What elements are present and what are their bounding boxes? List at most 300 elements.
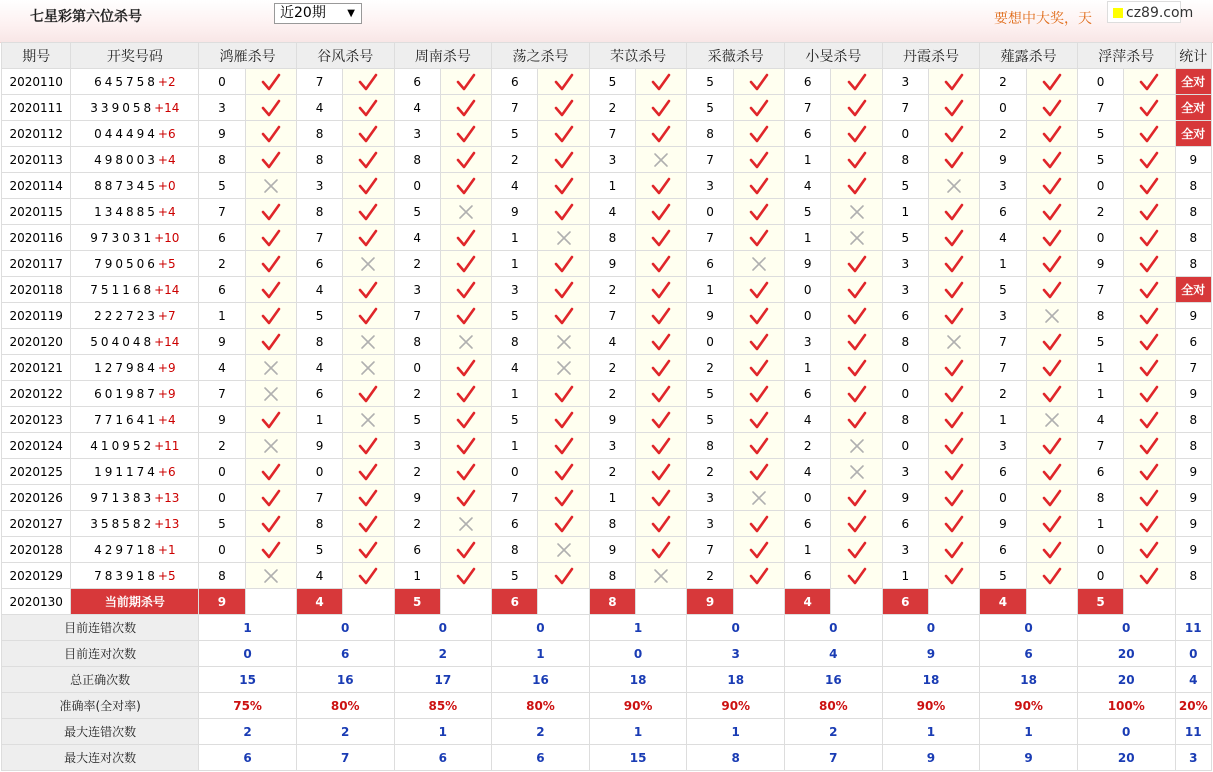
kill-number: 7 [785,95,831,121]
check-icon [944,73,964,91]
kill-number: 7 [1077,433,1123,459]
check-icon [944,385,964,403]
kill-number: 2 [199,251,245,277]
current-period-row [2,589,1212,615]
cross-icon [653,568,669,584]
column-header: 谷风杀号 [296,43,394,69]
kill-number: 9 [980,511,1026,537]
kill-result-hit [1026,381,1077,407]
summary-row [2,693,1212,719]
kill-number: 0 [1077,225,1123,251]
kill-number: 0 [199,485,245,511]
kill-number: 9 [492,199,538,225]
draw-diff: +2 [157,74,176,89]
kill-number: 0 [980,95,1026,121]
site-badge[interactable] [1107,1,1194,23]
current-stat-cell [1175,589,1211,615]
check-icon [554,385,574,403]
kill-number: 5 [492,407,538,433]
check-icon [261,307,281,325]
check-icon [749,281,769,299]
kill-result-miss [733,485,784,511]
current-kill-number: 4 [785,589,831,615]
kill-result-hit [343,199,394,225]
kill-result-hit [636,329,687,355]
summary-value: 0 [199,641,297,667]
kill-number: 7 [882,95,928,121]
kill-result-hit [636,121,687,147]
kill-number: 7 [492,95,538,121]
kill-result-hit [928,303,979,329]
kill-result-hit [1124,563,1175,589]
kill-number: 2 [687,355,733,381]
column-header: 开奖号码 [71,43,199,69]
cross-icon [360,412,376,428]
check-icon [1139,333,1159,351]
kill-number: 6 [882,303,928,329]
current-empty-cell [245,589,296,615]
check-icon [944,125,964,143]
kill-result-hit [538,147,589,173]
kill-result-hit [1124,121,1175,147]
kill-result-hit [733,121,784,147]
kill-number: 7 [687,537,733,563]
check-icon [358,307,378,325]
kill-number: 1 [199,303,245,329]
kill-result-miss [636,563,687,589]
kill-number: 6 [1077,459,1123,485]
check-icon [358,541,378,559]
kill-number: 2 [687,563,733,589]
check-icon [1139,307,1159,325]
check-icon [358,73,378,91]
kill-number: 8 [882,147,928,173]
check-icon [261,541,281,559]
check-icon [749,307,769,325]
kill-number: 8 [492,537,538,563]
kill-result-hit [538,485,589,511]
kill-result-hit [733,511,784,537]
kill-number: 0 [199,459,245,485]
draw-diff: +13 [154,516,180,531]
summary-value: 90% [882,693,980,719]
current-empty-cell [636,589,687,615]
check-icon [1042,281,1062,299]
kill-result-hit [733,355,784,381]
kill-result-hit [440,303,491,329]
kill-result-hit [831,277,882,303]
kill-result-hit [1124,173,1175,199]
kill-result-hit [831,303,882,329]
row-stat: 9 [1175,147,1211,173]
row-stat: 9 [1175,303,1211,329]
kill-result-hit [636,485,687,511]
period-select[interactable] [274,3,362,24]
summary-value: 15 [589,745,687,771]
summary-value: 0 [296,615,394,641]
check-icon [1042,99,1062,117]
draw-digits: 887345 [94,178,158,193]
kill-number: 8 [199,563,245,589]
kill-result-hit [733,303,784,329]
kill-number: 7 [199,199,245,225]
kill-number: 8 [296,511,342,537]
draw-digits: 504048 [90,334,155,349]
kill-number: 0 [882,381,928,407]
kill-result-hit [1124,459,1175,485]
kill-result-hit [831,355,882,381]
kill-number: 1 [492,251,538,277]
check-icon [554,177,574,195]
cross-icon [1044,412,1060,428]
kill-number: 1 [980,407,1026,433]
kill-number: 1 [687,277,733,303]
kill-number: 9 [296,433,342,459]
summary-value: 11 [1175,615,1211,641]
kill-number: 8 [1077,303,1123,329]
summary-value: 16 [492,667,590,693]
kill-number: 2 [199,433,245,459]
draw-digits: 645758 [94,74,158,89]
kill-result-hit [928,381,979,407]
check-icon [651,255,671,273]
kill-result-hit [245,225,296,251]
kill-number: 3 [199,95,245,121]
summary-value: 20 [1077,667,1175,693]
kill-result-hit [440,433,491,459]
site-badge-label: cz89.com [1126,5,1194,21]
draw-numbers [71,433,199,459]
table-row [2,303,1212,329]
kill-result-hit [1026,563,1077,589]
summary-label: 目前连对次数 [2,641,199,667]
summary-value: 4 [785,641,883,667]
kill-number: 1 [492,225,538,251]
kill-number: 2 [394,459,440,485]
kill-result-miss [538,225,589,251]
draw-diff: +11 [154,438,180,453]
kill-number: 8 [589,563,635,589]
check-icon [554,255,574,273]
kill-number: 1 [785,147,831,173]
kill-result-hit [831,485,882,511]
kill-result-hit [343,485,394,511]
check-icon [456,385,476,403]
kill-result-hit [1124,95,1175,121]
kill-number: 5 [687,407,733,433]
kill-result-hit [733,225,784,251]
kill-result-hit [1124,485,1175,511]
draw-digits: 973031 [90,230,155,245]
summary-label: 目前连错次数 [2,615,199,641]
kill-number: 3 [589,433,635,459]
current-kill-number: 9 [199,589,245,615]
check-icon [1042,359,1062,377]
kill-result-hit [831,563,882,589]
kill-number: 3 [687,173,733,199]
kill-number: 0 [687,199,733,225]
kill-result-hit [831,69,882,95]
kill-number: 3 [296,173,342,199]
summary-value: 2 [199,719,297,745]
summary-value: 0 [1077,615,1175,641]
kill-result-miss [538,329,589,355]
check-icon [358,437,378,455]
kill-result-hit [245,121,296,147]
kill-result-hit [440,95,491,121]
current-empty-cell [928,589,979,615]
check-icon [554,203,574,221]
kill-number: 9 [882,485,928,511]
kill-result-hit [928,433,979,459]
issue-number: 2020129 [2,563,71,589]
kill-result-hit [440,459,491,485]
check-icon [651,411,671,429]
draw-diff: +14 [154,282,180,297]
kill-number: 5 [687,95,733,121]
column-header: 浮萍杀号 [1077,43,1175,69]
check-icon [847,411,867,429]
kill-number: 5 [882,225,928,251]
kill-number: 0 [1077,69,1123,95]
kill-number: 8 [882,329,928,355]
cross-icon [360,360,376,376]
kill-number: 1 [980,251,1026,277]
kill-result-hit [440,225,491,251]
check-icon [651,463,671,481]
summary-value: 1 [492,641,590,667]
kill-result-hit [343,277,394,303]
summary-row [2,667,1212,693]
row-stat: 8 [1175,251,1211,277]
cross-icon [263,438,279,454]
check-icon [749,333,769,351]
kill-number: 3 [882,69,928,95]
kill-result-hit [831,147,882,173]
kill-result-hit [928,537,979,563]
kill-result-miss [831,225,882,251]
check-icon [1042,255,1062,273]
check-icon [847,151,867,169]
header-row [2,43,1212,69]
kill-number: 5 [1077,121,1123,147]
draw-numbers [71,199,199,225]
kill-result-hit [636,277,687,303]
table-row [2,121,1212,147]
check-icon [261,125,281,143]
kill-result-hit [636,173,687,199]
check-icon [456,359,476,377]
table-row [2,407,1212,433]
kill-result-hit [928,251,979,277]
check-icon [651,99,671,117]
kill-number: 6 [785,511,831,537]
issue-number: 2020116 [2,225,71,251]
kill-number: 8 [882,407,928,433]
check-icon [651,177,671,195]
summary-value: 0 [394,615,492,641]
kill-number: 1 [589,173,635,199]
check-icon [1139,99,1159,117]
table-row [2,69,1212,95]
kill-number: 3 [882,277,928,303]
kill-number: 6 [199,225,245,251]
row-stat: 9 [1175,485,1211,511]
summary-value: 17 [394,667,492,693]
kill-number: 9 [199,407,245,433]
cross-icon [458,204,474,220]
kill-number: 2 [394,251,440,277]
kill-number: 8 [394,147,440,173]
check-icon [261,333,281,351]
kill-number: 1 [882,563,928,589]
kill-result-hit [831,329,882,355]
check-icon [944,515,964,533]
kill-result-hit [928,511,979,537]
draw-diff: +6 [157,464,176,479]
check-icon [358,99,378,117]
summary-value: 18 [589,667,687,693]
cross-icon [849,464,865,480]
kill-number: 7 [296,225,342,251]
kill-number: 6 [492,69,538,95]
check-icon [749,515,769,533]
check-icon [749,437,769,455]
kill-number: 7 [687,147,733,173]
kill-result-hit [1124,303,1175,329]
kill-result-hit [636,199,687,225]
check-icon [1042,203,1062,221]
kill-number: 2 [980,69,1026,95]
draw-digits: 783918 [94,568,158,583]
kill-number: 7 [1077,277,1123,303]
kill-result-hit [440,407,491,433]
table-row [2,537,1212,563]
cross-icon [263,360,279,376]
kill-number: 5 [296,303,342,329]
check-icon [749,177,769,195]
kill-number: 7 [589,121,635,147]
kill-number: 3 [980,433,1026,459]
kill-result-hit [440,563,491,589]
draw-numbers [71,173,199,199]
kill-result-hit [1026,121,1077,147]
kill-result-hit [440,277,491,303]
kill-result-hit [1124,511,1175,537]
kill-result-hit [733,433,784,459]
kill-number: 6 [980,537,1026,563]
cross-icon [849,204,865,220]
check-icon [847,489,867,507]
table-row [2,277,1212,303]
kill-result-hit [831,121,882,147]
summary-label: 最大连对次数 [2,745,199,771]
kill-number: 4 [980,225,1026,251]
check-icon [1042,489,1062,507]
issue-number: 2020111 [2,95,71,121]
summary-label: 准确率(全对率) [2,693,199,719]
summary-value: 8 [687,745,785,771]
kill-result-hit [343,381,394,407]
kill-number: 0 [785,485,831,511]
check-icon [456,151,476,169]
check-icon [261,151,281,169]
kill-result-hit [733,537,784,563]
kill-result-miss [538,355,589,381]
summary-value: 9 [980,745,1078,771]
kill-number: 7 [296,69,342,95]
kill-number: 1 [492,433,538,459]
check-icon [1139,411,1159,429]
cross-icon [458,516,474,532]
kill-result-miss [245,563,296,589]
kill-number: 1 [1077,381,1123,407]
kill-result-hit [1124,433,1175,459]
kill-number: 0 [980,485,1026,511]
check-icon [456,567,476,585]
kill-result-hit [1026,329,1077,355]
issue-number: 2020114 [2,173,71,199]
current-empty-cell [1124,589,1175,615]
check-icon [554,151,574,169]
kill-result-hit [928,407,979,433]
kill-number: 2 [589,277,635,303]
kill-result-miss [245,173,296,199]
summary-value: 0 [1077,719,1175,745]
kill-number: 5 [296,537,342,563]
kill-result-hit [538,511,589,537]
table-row [2,459,1212,485]
kill-result-hit [733,69,784,95]
check-icon [749,411,769,429]
kill-number: 2 [589,95,635,121]
kill-number: 0 [1077,563,1123,589]
draw-diff: +14 [154,334,180,349]
summary-value: 6 [199,745,297,771]
check-icon [944,307,964,325]
summary-value: 16 [785,667,883,693]
kill-number: 1 [1077,355,1123,381]
kill-number: 5 [394,199,440,225]
kill-number: 7 [492,485,538,511]
kill-number: 4 [785,173,831,199]
kill-result-hit [928,147,979,173]
kill-number: 0 [785,303,831,329]
draw-digits: 358582 [90,516,155,531]
column-header: 小旻杀号 [785,43,883,69]
check-icon [749,541,769,559]
cross-icon [849,438,865,454]
check-icon [1139,255,1159,273]
summary-label: 总正确次数 [2,667,199,693]
check-icon [358,463,378,481]
check-icon [1139,541,1159,559]
kill-result-hit [538,459,589,485]
kill-result-hit [636,303,687,329]
summary-value: 4 [1175,667,1211,693]
summary-row [2,719,1212,745]
kill-result-hit [733,407,784,433]
kill-result-hit [440,121,491,147]
kill-number: 7 [589,303,635,329]
cross-icon [751,490,767,506]
draw-digits: 222723 [94,308,158,323]
check-icon [651,541,671,559]
kill-number: 3 [687,511,733,537]
check-icon [456,281,476,299]
kill-number: 9 [980,147,1026,173]
kill-number: 0 [1077,173,1123,199]
